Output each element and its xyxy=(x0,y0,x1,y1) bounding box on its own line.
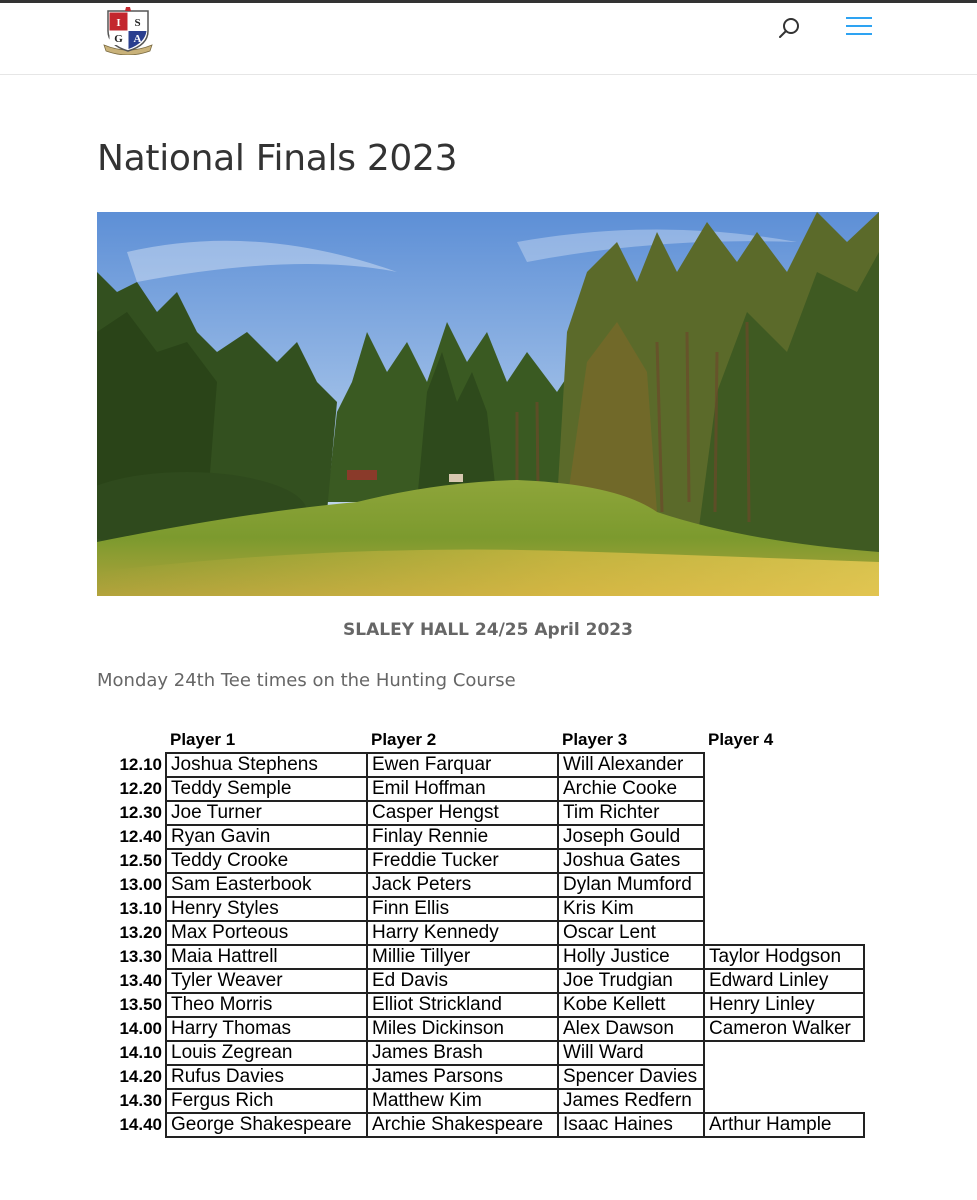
page-subtitle: Monday 24th Tee times on the Hunting Course xyxy=(97,670,516,691)
player-4-cell xyxy=(704,921,864,945)
tee-time: 13.40 xyxy=(119,971,162,990)
logo-letter-1: I xyxy=(116,17,121,29)
tee-times-body xyxy=(114,753,864,1137)
table-row xyxy=(114,777,864,801)
player-3-cell: Isaac Haines xyxy=(558,1113,704,1137)
player-2-cell: Finn Ellis xyxy=(367,897,558,921)
table-header-row xyxy=(114,727,864,753)
table-row xyxy=(114,993,864,1017)
player-4-cell xyxy=(704,1089,864,1113)
page-title: National Finals 2023 xyxy=(97,138,458,179)
player-3-cell: Will Alexander xyxy=(558,753,704,777)
player-3-cell: Joshua Gates xyxy=(558,849,704,873)
logo-letter-2: S xyxy=(134,17,141,29)
player-1-cell: Maia Hattrell xyxy=(166,945,367,969)
player-4-cell: Henry Linley xyxy=(704,993,864,1017)
player-1-cell: Rufus Davies xyxy=(166,1065,367,1089)
player-3-cell: Kobe Kellett xyxy=(558,993,704,1017)
tee-time: 12.10 xyxy=(119,755,162,774)
player-2-cell: Harry Kennedy xyxy=(367,921,558,945)
player-2-cell: Emil Hoffman xyxy=(367,777,558,801)
player-1-cell: Ryan Gavin xyxy=(166,825,367,849)
table-row xyxy=(114,753,864,777)
header-player-1: Player 1 xyxy=(170,729,236,749)
tee-time: 14.20 xyxy=(119,1067,162,1086)
player-3-cell: Will Ward xyxy=(558,1041,704,1065)
player-4-cell: Taylor Hodgson xyxy=(704,945,864,969)
player-4-cell xyxy=(704,1041,864,1065)
player-2-cell: Elliot Strickland xyxy=(367,993,558,1017)
header-time xyxy=(114,727,166,753)
tee-time: 12.20 xyxy=(119,779,162,798)
tee-time: 14.10 xyxy=(119,1043,162,1062)
tee-time: 12.30 xyxy=(119,803,162,822)
tee-time: 14.40 xyxy=(119,1115,162,1134)
tee-time: 13.30 xyxy=(119,947,162,966)
player-3-cell: Dylan Mumford xyxy=(558,873,704,897)
player-1-cell: Max Porteous xyxy=(166,921,367,945)
player-2-cell: James Parsons xyxy=(367,1065,558,1089)
tee-time: 13.20 xyxy=(119,923,162,942)
player-1-cell: Harry Thomas xyxy=(166,1017,367,1041)
table-row xyxy=(114,1113,864,1137)
logo-letter-4: A xyxy=(133,33,142,45)
player-2-cell: Jack Peters xyxy=(367,873,558,897)
table-row xyxy=(114,1041,864,1065)
table-row xyxy=(114,1017,864,1041)
site-header xyxy=(0,3,977,75)
player-1-cell: Sam Easterbook xyxy=(166,873,367,897)
tee-time: 13.00 xyxy=(119,875,162,894)
tee-time: 14.00 xyxy=(119,1019,162,1038)
player-1-cell: Teddy Crooke xyxy=(166,849,367,873)
player-1-cell: Fergus Rich xyxy=(166,1089,367,1113)
player-1-cell: George Shakespeare xyxy=(166,1113,367,1137)
player-1-cell: Tyler Weaver xyxy=(166,969,367,993)
tee-time: 14.30 xyxy=(119,1091,162,1110)
player-2-cell: James Brash xyxy=(367,1041,558,1065)
table-row xyxy=(114,849,864,873)
player-2-cell: Millie Tillyer xyxy=(367,945,558,969)
player-1-cell: Theo Morris xyxy=(166,993,367,1017)
event-heading: SLALEY HALL 24/25 April 2023 xyxy=(343,620,633,640)
player-3-cell: Alex Dawson xyxy=(558,1017,704,1041)
player-3-cell: Joseph Gould xyxy=(558,825,704,849)
player-4-cell: Cameron Walker xyxy=(704,1017,864,1041)
player-1-cell: Joe Turner xyxy=(166,801,367,825)
player-2-cell: Ewen Farquar xyxy=(367,753,558,777)
player-1-cell: Teddy Semple xyxy=(166,777,367,801)
player-3-cell: Kris Kim xyxy=(558,897,704,921)
tee-time: 12.50 xyxy=(119,851,162,870)
player-2-cell: Miles Dickinson xyxy=(367,1017,558,1041)
table-row xyxy=(114,897,864,921)
player-1-cell: Joshua Stephens xyxy=(166,753,367,777)
player-4-cell: Arthur Hample xyxy=(704,1113,864,1137)
player-4-cell: Edward Linley xyxy=(704,969,864,993)
site-logo[interactable] xyxy=(100,5,156,55)
logo-letter-3: G xyxy=(114,33,123,45)
player-2-cell: Ed Davis xyxy=(367,969,558,993)
table-row xyxy=(114,969,864,993)
table-row xyxy=(114,1065,864,1089)
header-player-4: Player 4 xyxy=(708,730,774,749)
table-row xyxy=(114,873,864,897)
tee-times-table xyxy=(114,727,865,1138)
player-4-cell xyxy=(704,777,864,801)
player-4-cell xyxy=(704,1065,864,1089)
player-3-cell: James Redfern xyxy=(558,1089,704,1113)
player-2-cell: Finlay Rennie xyxy=(367,825,558,849)
table-row xyxy=(114,1089,864,1113)
golf-course-hero-image xyxy=(97,212,879,596)
player-4-cell xyxy=(704,873,864,897)
player-3-cell: Tim Richter xyxy=(558,801,704,825)
player-3-cell: Holly Justice xyxy=(558,945,704,969)
player-3-cell: Joe Trudgian xyxy=(558,969,704,993)
header-player-2: Player 2 xyxy=(371,729,437,749)
player-4-cell xyxy=(704,849,864,873)
table-row xyxy=(114,801,864,825)
player-4-cell xyxy=(704,825,864,849)
header-player-3: Player 3 xyxy=(562,729,628,749)
player-3-cell: Archie Cooke xyxy=(558,777,704,801)
table-row xyxy=(114,945,864,969)
player-4-cell xyxy=(704,753,864,777)
player-3-cell: Spencer Davies xyxy=(558,1065,704,1089)
player-1-cell: Louis Zegrean xyxy=(166,1041,367,1065)
tee-time: 13.10 xyxy=(119,899,162,918)
player-1-cell: Henry Styles xyxy=(166,897,367,921)
tee-time: 12.40 xyxy=(119,827,162,846)
player-3-cell: Oscar Lent xyxy=(558,921,704,945)
player-2-cell: Archie Shakespeare xyxy=(367,1113,558,1137)
table-row xyxy=(114,921,864,945)
player-2-cell: Matthew Kim xyxy=(367,1089,558,1113)
table-row xyxy=(114,825,864,849)
tee-time: 13.50 xyxy=(119,995,162,1014)
player-2-cell: Casper Hengst xyxy=(367,801,558,825)
player-2-cell: Freddie Tucker xyxy=(367,849,558,873)
player-4-cell xyxy=(704,801,864,825)
hamburger-menu-icon[interactable] xyxy=(846,17,874,39)
search-icon[interactable] xyxy=(776,15,802,41)
player-4-cell xyxy=(704,897,864,921)
